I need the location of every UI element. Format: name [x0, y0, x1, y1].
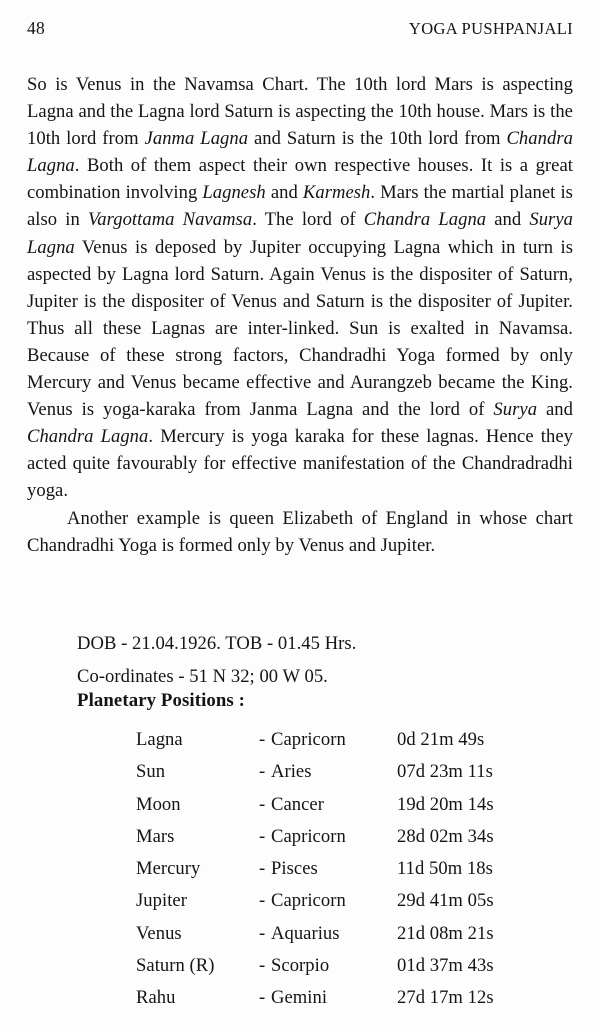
rasi-sign-cell — [259, 853, 397, 885]
planet-name-cell: Sun — [136, 761, 166, 783]
degree-cell: 27d 17m 12s — [397, 987, 494, 1009]
italic-term: Chandra Lagna — [27, 426, 149, 448]
text-run: So is Venus in the Navamsa Chart. The 10th lord Mars is aspecting Lagna and the Lagna lord Saturn is aspecting the 10th house. Mars is the 10th lord from — [27, 74, 573, 150]
planet-name-cell: Rahu — [136, 987, 176, 1009]
rasi-sign-cell — [259, 918, 397, 950]
text-run: and — [486, 209, 530, 231]
planet-name-cell: Venus — [136, 922, 182, 944]
separator-dash: - — [259, 761, 266, 783]
italic-term: Surya Lagna — [27, 209, 573, 258]
rasi-sign-label: Capricorn — [271, 890, 346, 912]
separator-dash: - — [259, 922, 266, 944]
separator-dash: - — [259, 793, 266, 815]
text-run: and — [265, 182, 303, 204]
planet-name-cell: Mercury — [136, 858, 201, 880]
rasi-sign-label: Scorpio — [271, 955, 330, 977]
table-row — [136, 821, 556, 853]
birth-data-block — [27, 627, 573, 693]
rasi-sign-cell — [259, 724, 397, 756]
degree-cell: 07d 23m 11s — [397, 761, 493, 783]
degree-cell: 11d 50m 18s — [397, 858, 493, 880]
table-row — [136, 885, 556, 917]
italic-term: Janma Lagna — [144, 128, 249, 150]
text-run: Venus is deposed by Jupiter occupying Lagna which in turn is aspected by Lagna lord Saturn. Again Venus is the dispositer of Saturn, Jupiter is the dispositer of Venus and Saturn is the dispositer of Jupiter. Thus all these Lagnas are inter-linked. Sun is exalted in Navamsa. Because of these strong factors, Chandradhi Yoga formed by only Mercury and Venus became effective and Aurangzeb became the King. Venus is yoga-karaka from Janma Lagna and the lord of — [27, 236, 573, 421]
italic-term: Karmesh — [302, 182, 371, 204]
separator-dash: - — [259, 987, 266, 1009]
table-row — [136, 789, 556, 821]
text-run: . Both of them aspect their own respective houses. It is a great combination involving — [27, 155, 573, 204]
rasi-sign-cell — [259, 789, 397, 821]
text-run: and Saturn is the 10th lord from — [248, 128, 507, 150]
paragraph-2: Another example is queen Elizabeth of England in whose chart Chandradhi Yoga is formed only by Venus and Jupiter. — [27, 507, 573, 556]
degree-cell: 19d 20m 14s — [397, 793, 494, 815]
rasi-sign-cell — [259, 756, 397, 788]
planet-name-cell: Mars — [136, 825, 175, 847]
paragraph-1 — [27, 71, 573, 505]
table-row — [136, 853, 556, 885]
degree-cell: 01d 37m 43s — [397, 955, 494, 977]
table-row — [136, 982, 556, 1014]
rasi-sign-cell — [259, 885, 397, 917]
text-run: . Mercury is yoga karaka for these lagnas. Hence they acted quite favourably for effective manifestation of the Chandradradhi yoga. — [27, 426, 573, 502]
planet-name-cell: Jupiter — [136, 890, 187, 912]
italic-term: Chandra Lagna — [363, 209, 487, 231]
rasi-sign-cell — [259, 950, 397, 982]
rasi-sign-cell — [259, 821, 397, 853]
separator-dash: - — [259, 825, 266, 847]
rasi-sign-label: Capricorn — [271, 729, 346, 750]
table-row — [136, 756, 556, 788]
text-run: and — [537, 399, 573, 421]
rasi-sign-label: Aries — [271, 761, 312, 783]
degree-cell: 21d 08m 21s — [397, 922, 494, 944]
book-title: YOGA PUSHPANJALI — [408, 19, 573, 38]
planet-name-cell: Lagna — [136, 729, 183, 750]
text-run: . The lord of — [252, 209, 364, 231]
planetary-positions-table — [136, 724, 556, 1015]
degree-cell: 29d 41m 05s — [397, 890, 494, 912]
table-row — [136, 950, 556, 982]
coordinates-line: Co-ordinates - 51 N 32; 00 W 05. — [77, 666, 328, 687]
planetary-positions-heading: Planetary Positions : — [77, 690, 245, 711]
planet-name-cell: Saturn (R) — [136, 955, 215, 977]
planet-name-cell: Moon — [136, 793, 181, 815]
degree-cell: 28d 02m 34s — [397, 825, 494, 847]
italic-term: Lagnesh — [202, 182, 266, 204]
separator-dash: - — [259, 890, 266, 912]
table-row — [136, 724, 556, 756]
separator-dash: - — [259, 955, 266, 977]
italic-term: Vargottama Navamsa — [87, 209, 253, 231]
rasi-sign-label: Gemini — [271, 987, 328, 1009]
separator-dash: - — [259, 729, 266, 750]
italic-term: Surya — [493, 399, 538, 421]
rasi-sign-label: Aquarius — [271, 922, 340, 944]
italic-term: Chandra Lagna — [27, 128, 573, 177]
rasi-sign-label: Capricorn — [271, 825, 346, 847]
text-run: . Mars the martial planet is also in — [27, 182, 573, 231]
table-row — [136, 918, 556, 950]
dob-tob-line: DOB - 21.04.1926. TOB - 01.45 Hrs. — [77, 633, 357, 654]
body-text — [27, 71, 573, 559]
degree-cell: 0d 21m 49s — [397, 729, 485, 750]
rasi-sign-label: Pisces — [271, 858, 318, 880]
planetary-positions-body — [136, 724, 556, 1015]
rasi-sign-label: Cancer — [271, 793, 324, 815]
rasi-sign-cell — [259, 982, 397, 1014]
separator-dash: - — [259, 858, 266, 880]
running-head — [27, 18, 573, 42]
page-number: 48 — [27, 18, 45, 38]
